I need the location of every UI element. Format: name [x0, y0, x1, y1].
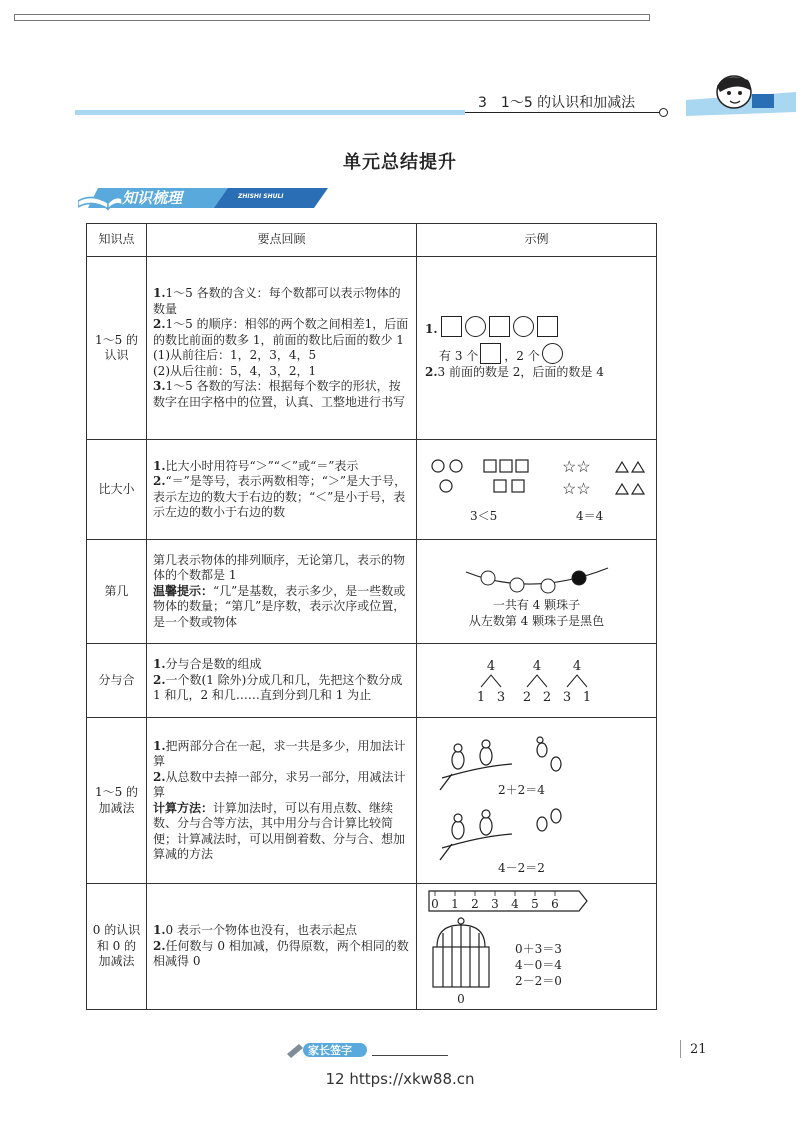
point-item: 1.把两部分合在一起，求一共是多少，用加法计算 — [153, 738, 406, 768]
topic-cell: 0 的认识和 0 的加减法 — [87, 884, 147, 1010]
point-item: (2)从后往前：5，4，3，2，1 — [153, 363, 317, 378]
section-banner — [78, 185, 328, 211]
circle-icon — [542, 343, 563, 364]
bead-icon — [541, 579, 555, 593]
square-icon — [489, 316, 510, 337]
example-number: 1. — [425, 321, 438, 336]
table-row — [87, 644, 657, 718]
bird-icon — [551, 757, 561, 771]
whole-number: 4 — [572, 658, 581, 674]
table-row — [87, 440, 657, 540]
table-row — [87, 257, 657, 440]
cage-label: 0 — [456, 991, 465, 1006]
header-rule-black — [465, 112, 661, 113]
part-number: 2 — [522, 689, 531, 705]
circle-icon — [465, 316, 486, 337]
part-number: 1 — [582, 689, 591, 705]
birdcage-icon — [433, 918, 489, 987]
circles-group — [432, 460, 462, 492]
table-header-row — [87, 224, 657, 257]
example-cell — [417, 440, 657, 540]
part-number: 2 — [542, 689, 551, 705]
bird-icon — [537, 743, 547, 757]
ruler-tick-label: 5 — [530, 896, 539, 911]
birds-illustration — [422, 726, 652, 876]
table-row — [87, 718, 657, 884]
knowledge-table — [86, 223, 657, 1010]
compare-label-2: 4＝4 — [575, 508, 603, 523]
header-example: 示例 — [417, 224, 657, 257]
equation: 2－2＝0 — [514, 973, 562, 988]
equation: 0＋3＝3 — [514, 941, 562, 956]
ruler-tick-label: 2 — [470, 896, 479, 911]
point-item: 2.任何数与 0 相加减，仍得原数，两个相同的数相减得 0 — [153, 938, 409, 969]
watermark-text: 12 https://xkw88.cn — [325, 1070, 475, 1088]
table-row — [87, 540, 657, 644]
square-icon — [480, 343, 501, 364]
beads-line-2: 从左数第 4 颗珠子是黑色 — [468, 613, 605, 628]
parent-signature-label: 家长签字 — [308, 1044, 352, 1057]
example-cell — [417, 257, 657, 440]
topic-cell: 1～5 的认识 — [87, 257, 147, 440]
bead-icon — [481, 571, 495, 585]
header-points: 要点回顾 — [147, 224, 417, 257]
points-cell — [147, 257, 417, 440]
point-item: 2.1～5 的顺序：相邻的两个数之间相差1，后面的数比前面的数多 1，前面的数比后面的数少 1 — [153, 317, 409, 347]
order-example: 2.3 前面的数是 2，后面的数是 4 — [425, 364, 604, 379]
part-number: 3 — [496, 689, 505, 705]
point-item: 2.从总数中去掉一部分，求另一部分，用减法计算 — [153, 769, 406, 799]
mascot-icon — [686, 72, 796, 118]
equation: 2＋2＝4 — [497, 782, 545, 797]
svg-text:☆☆: ☆☆ — [561, 456, 591, 476]
page-number: 21 — [690, 1042, 707, 1057]
whole-number: 4 — [532, 658, 541, 674]
compare-shapes — [418, 456, 656, 526]
example-cell — [417, 540, 657, 644]
ruler-tick-label: 0 — [430, 896, 439, 911]
svg-text:☆☆: ☆☆ — [561, 478, 591, 498]
example-cell — [417, 884, 657, 1010]
points-cell — [147, 884, 417, 1010]
compare-label-1: 3＜5 — [469, 508, 497, 523]
points-cell — [147, 440, 417, 540]
topic-cell: 比大小 — [87, 440, 147, 540]
header-topic: 知识点 — [87, 224, 147, 257]
triangles-group — [616, 462, 644, 494]
square-icon — [537, 316, 558, 337]
topic-cell: 分与合 — [87, 644, 147, 718]
circle-icon — [513, 316, 534, 337]
section-label: 知识梳理 — [122, 189, 183, 207]
signature-line[interactable] — [372, 1055, 448, 1056]
example-cell — [417, 644, 657, 718]
whole-number: 4 — [486, 658, 495, 674]
point-item: 2.一个数(1 除外)分成几和几，先把这个数分成 1 和几，2 和几……直到分到几和 1 为止 — [153, 672, 403, 703]
point-item: 2.“＝”是等号，表示两数相等；“＞”是大于号，表示左边的数大于右边的数；“＜”是小于号，表示左边的数小于右边的数 — [153, 474, 407, 519]
page-title: 单元总结提升 — [343, 152, 457, 173]
section-sublabel: ZHISHI SHULI — [238, 193, 284, 200]
ruler-cage-illustration — [419, 887, 655, 1007]
equation: 4－0＝4 — [514, 957, 562, 972]
shape-sequence — [425, 316, 656, 338]
ruler-tick-label: 4 — [510, 896, 519, 911]
tip-item: 温馨提示：“几”是基数，表示多少，是一些数或物体的数量；“第几”是序数，表示次序或位置，是一个数或物体 — [153, 583, 406, 629]
ruler-tick-label: 3 — [490, 896, 499, 911]
method-item: 计算方法：计算加法时，可以有用点数、继续数、分与合等方法，其中用分与合计算比较简便；计算减法时，可以用倒着数、分与合、想加算减的方法 — [153, 800, 406, 861]
ruler-tick-label: 1 — [450, 896, 459, 911]
point-item: 1.分与合是数的组成 — [153, 657, 262, 672]
point-item: 3.1～5 各数的写法：根据每个数字的形状，按数字在田字格中的位置，认真、工整地进行书写 — [153, 379, 406, 409]
shape-count: 有 3 个 ，2 个 — [425, 343, 656, 365]
point-item: 1.比大小时用符号“＞”“＜”或“＝”表示 — [153, 458, 359, 473]
ruler-icon — [429, 891, 587, 911]
part-number: 3 — [562, 689, 571, 705]
part-number: 1 — [476, 689, 485, 705]
topic-cell: 第几 — [87, 540, 147, 644]
bird-icon — [551, 809, 561, 823]
header-rule-blue — [75, 110, 465, 115]
stars-group — [562, 457, 591, 498]
top-frame-bar — [14, 14, 650, 21]
bird-icon — [537, 817, 547, 831]
beads-line-1: 一共有 4 颗珠子 — [492, 598, 581, 612]
point-item: (1)从前往后：1，2，3，4，5 — [153, 348, 317, 362]
equation: 4－2＝2 — [497, 860, 545, 875]
ruler-tick-label: 6 — [550, 896, 559, 911]
bead-icon — [510, 578, 524, 592]
squares-group — [484, 460, 528, 492]
point-item: 第几表示物体的排列顺序，无论第几，表示的物体的个数都是 1 — [153, 552, 406, 583]
bead-black-icon — [572, 571, 586, 585]
page-divider — [680, 1040, 681, 1058]
chapter-header: 3 1～5 的认识和加减法 — [478, 95, 636, 111]
points-cell — [147, 718, 417, 884]
topic-cell: 1～5 的加减法 — [87, 718, 147, 884]
decomposition-diagram — [477, 657, 597, 705]
points-cell — [147, 540, 417, 644]
square-icon — [441, 316, 462, 337]
table-row — [87, 884, 657, 1010]
points-cell — [147, 644, 417, 718]
beads-string — [462, 564, 612, 598]
point-item: 1.0 表示一个物体也没有，也表示起点 — [153, 923, 357, 938]
example-cell — [417, 718, 657, 884]
header-rule-dot — [659, 108, 668, 117]
point-item: 1.1～5 各数的含义：每个数都可以表示物体的数量 — [153, 286, 401, 316]
